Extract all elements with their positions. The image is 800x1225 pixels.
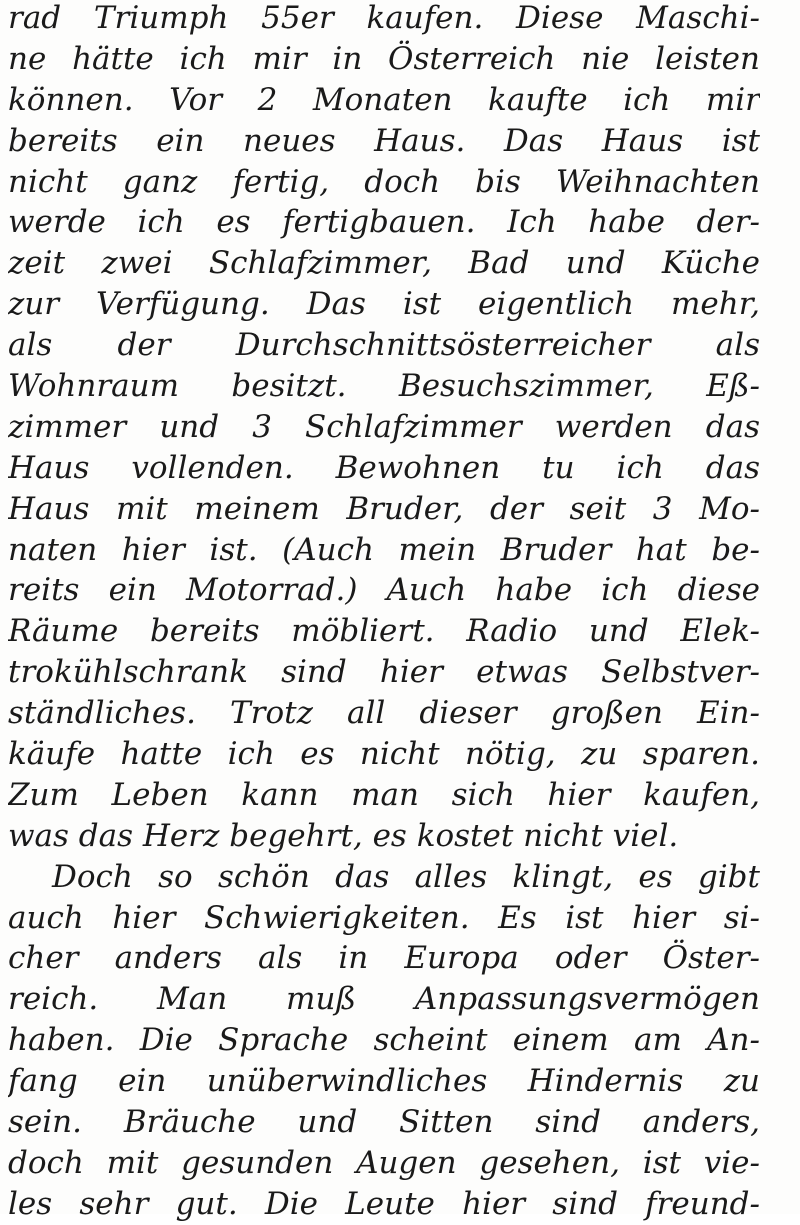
text-line: werde ich es fertigbauen. Ich habe der-: [8, 204, 760, 241]
text-line: haben. Die Sprache scheint einem am An-: [8, 1022, 760, 1059]
text-line: reits ein Motorrad.) Auch habe ich diese: [8, 572, 760, 609]
text-line: käufe hatte ich es nicht nötig, zu sparen.: [8, 736, 760, 773]
text-line: cher anders als in Europa oder Öster-: [8, 940, 760, 977]
text-line: auch hier Schwierigkeiten. Es ist hier si-: [8, 899, 760, 936]
text-line: Haus mit meinem Bruder, der seit 3 Mo-: [8, 490, 760, 527]
text-line: ständliches. Trotz all dieser großen Ein-: [8, 695, 760, 732]
text-line: naten hier ist. (Auch mein Bruder hat be-: [8, 531, 760, 568]
paragraph-start-line: Doch so schön das alles klingt, es gibt: [52, 858, 760, 895]
text-line: was das Herz begehrt, es kostet nicht viel.: [8, 817, 679, 854]
text-line: fang ein unüberwindliches Hindernis zu: [8, 1063, 760, 1100]
text-line: reich. Man muß Anpassungsvermögen: [8, 981, 760, 1018]
body-text: [8, 0, 760, 1225]
text-line: Zum Leben kann man sich hier kaufen,: [8, 776, 760, 813]
text-line: Haus vollenden. Bewohnen tu ich das: [8, 449, 760, 486]
text-line: doch mit gesunden Augen gesehen, ist vie-: [8, 1144, 760, 1181]
text-line: können. Vor 2 Monaten kaufte ich mir: [8, 81, 760, 118]
text-line: zur Verfügung. Das ist eigentlich mehr,: [8, 286, 760, 323]
text-line: als der Durchschnittsösterreicher als: [8, 327, 760, 364]
text-line: rad Triumph 55er kaufen. Diese Maschi-: [8, 0, 760, 36]
text-line: trokühlschrank sind hier etwas Selbstver-: [8, 654, 760, 691]
text-line: zimmer und 3 Schlafzimmer werden das: [8, 408, 760, 445]
text-line: sein. Bräuche und Sitten sind anders,: [8, 1104, 760, 1141]
text-line: zeit zwei Schlafzimmer, Bad und Küche: [8, 245, 760, 282]
text-line: Wohnraum besitzt. Besuchszimmer, Eß-: [8, 368, 760, 405]
text-line: nicht ganz fertig, doch bis Weihnachten: [8, 163, 760, 200]
text-line: Räume bereits möbliert. Radio und Elek-: [8, 613, 760, 650]
text-line: ne hätte ich mir in Österreich nie leisten: [8, 40, 760, 77]
text-line: bereits ein neues Haus. Das Haus ist: [8, 122, 760, 159]
text-line: les sehr gut. Die Leute hier sind freund-: [8, 1185, 760, 1222]
